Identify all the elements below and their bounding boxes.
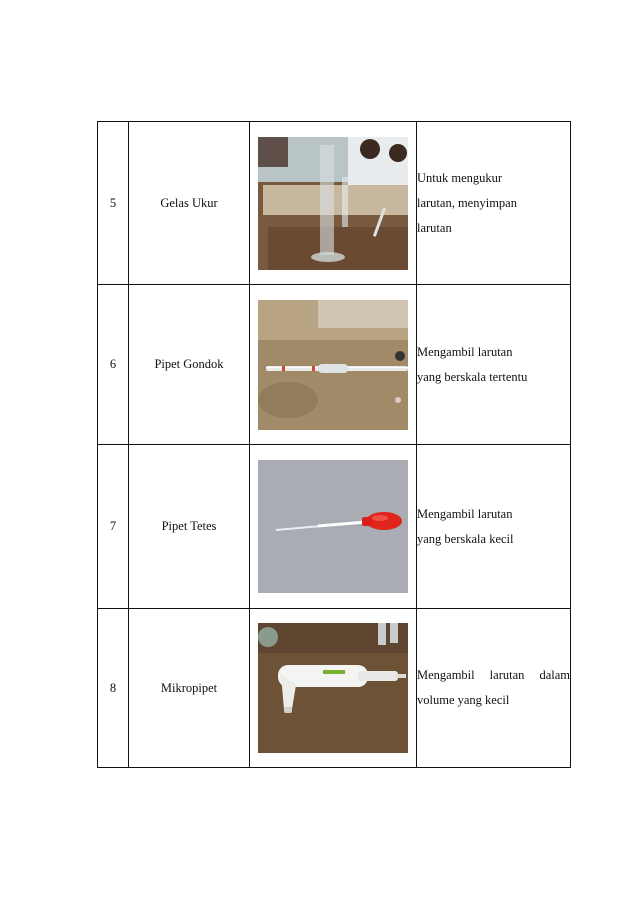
equipment-name: Pipet Tetes [129,445,250,609]
usage-line: Mengambil larutan [417,506,513,521]
table-row [98,609,571,768]
usage-cell [417,445,571,609]
usage-line: larutan, menyimpan [417,195,517,210]
usage-line: yang berskala tertentu [417,369,528,384]
usage-cell [417,285,571,445]
usage-line: larutan [417,220,452,235]
volumetric-pipette-photo [258,300,408,430]
row-number: 8 [98,609,129,768]
usage-cell [417,609,571,768]
usage-line: yang berskala kecil [417,531,514,546]
usage-cell [417,122,571,285]
row-number: 5 [98,122,129,285]
micropipette-photo [258,623,408,753]
usage-line: Mengambil larutan dalam [417,668,570,682]
table-row [98,445,571,609]
table-row [98,285,571,445]
row-number: 7 [98,445,129,609]
usage-line: volume yang kecil [417,693,510,707]
row-number: 6 [98,285,129,445]
photo-cell [250,609,417,768]
equipment-name: Gelas Ukur [129,122,250,285]
measuring-cylinder-photo [258,137,408,270]
photo-cell [250,445,417,609]
photo-cell [250,285,417,445]
usage-line: Untuk mengukur [417,170,503,185]
equipment-name: Pipet Gondok [129,285,250,445]
dropper-pipette-photo [258,460,408,593]
photo-cell [250,122,417,285]
equipment-name: Mikropipet [129,609,250,768]
lab-equipment-table [97,121,571,768]
table-row [98,122,571,285]
usage-line: Mengambil larutan [417,344,513,359]
